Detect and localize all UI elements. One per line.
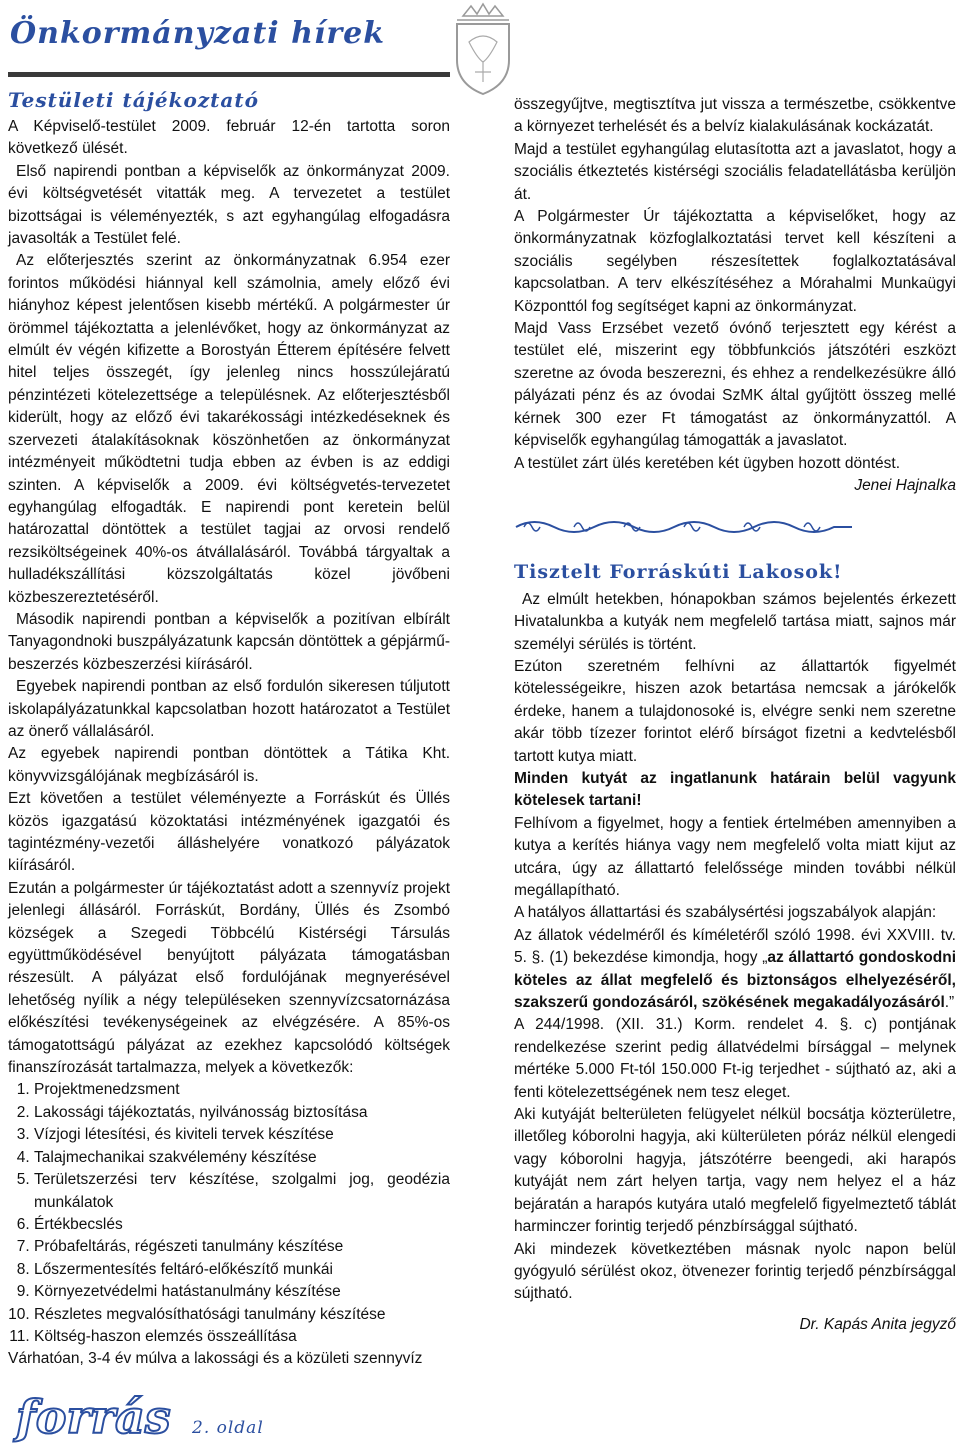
list-item: 11. Költség-haszon elemzés összeállítása (34, 1326, 450, 1348)
logo-text: forrás (16, 1390, 171, 1444)
paragraph: összegyűjtve, megtisztítva jut vissza a természetbe, csökkentve a környezet terhelését és a belvíz kialakulásának kockázatát. (514, 96, 956, 136)
paragraph: A Polgármester Úr tájékoztatta a képviselőket, hogy az önkormányzatnak közfoglalkoztatási tervet kell készíteni a szociális segélyben részesítettek foglalkoztatásával kapcsolatban. A terv elkészítéséhez a Mórahalmi Munkaügyi Központtól fog segítséget kapni az önkormányzat. (514, 208, 956, 315)
paragraph: A Képviselő-testület 2009. február 12-én tartotta soron következő ülését. (8, 118, 450, 158)
list-item: 7. Próbafeltárás, régészeti tanulmány készítése (34, 1236, 450, 1258)
page-header-title: Önkormányzati hírek (10, 16, 386, 51)
forras-logo-icon (12, 1385, 180, 1445)
paragraph: Első napirendi pontban a képviselők az önkormányzat 2009. évi költségvetését vitatták meg. A tervezetet a testület bizottságai is véleményezték, s azt egyhangúlag elfogadásra javasolták a Testület felé. (8, 162, 450, 248)
list-item: 8. Lőszermentesítés feltáró-előkészítő munkái (34, 1259, 450, 1281)
list-item: 10. Részletes megvalósíthatósági tanulmány készítése (34, 1304, 450, 1326)
right-column (514, 94, 956, 1336)
ornament-divider-icon (514, 515, 854, 537)
law-text: Az állatok védelméről és kíméletéről szóló 1998. évi XXVIII. tv. 5. §. (1) bekezdése kimondja, hogy „ (514, 926, 956, 967)
law-quote: az állattartó gondoskodni köteles az állat megfelelő és biztonságos elhelyezéséről, szakszerű gondozásáról, szökésének megakadályozásáról (514, 949, 957, 1012)
list-item: 6. Értékbecslés (34, 1214, 450, 1236)
paragraph: Az egyebek napirendi pontban döntöttek a Tátika Kht. könyvvizsgálójának megbízásáról is. (8, 745, 450, 785)
paragraph: Ezúton szeretném felhívni az állattartók figyelmét kötelességeikre, hiszen azok betartása nemcsak a járókelők érdeke, hanem a tulajdonosoké is, elvégre senki nem szeretne akár több tízezer forintot elérő bírságot fizetni a kedvtelésből tartott kutya miatt. (514, 657, 956, 765)
paragraph: A testület zárt ülés keretében két ügyben hozott döntést. (514, 454, 901, 472)
paragraph: Majd a testület egyhangúlag elutasította azt a javaslatot, hogy a szociális étkeztetés kistérségi szociális feladatellátásba kerüljön át. (514, 140, 956, 203)
law-end: .” (944, 994, 955, 1012)
paragraph: A 244/1998. (XII. 31.) Korm. rendelet 4. §. c) pontjának rendelkezése szerint pedig állatvédelmi bírsággal – melynek mértéke 5.000 Ft-tól 150.000 Ft-ig terjedhet - sújtható az, aki a fenti kötelezettségének nem tesz eleget. (514, 1016, 956, 1101)
coat-of-arms-icon (449, 2, 517, 96)
left-column (8, 86, 450, 1371)
paragraph: Ezután a polgármester úr tájékoztatást adott a szennyvíz projekt jelenlegi állásáról. Forráskút, Bordány, Üllés és Zsombó községek a Szegedi Többcélú Kistérségi Társulás együttműködésével benyújtott pályázata támogatásban részesült. A pályázat első fordulójának megnyerésével lehetőség nyílik a négy településeken szennyvízcsatornázása előkészítési tevékenységeinek az elvégzésére. A 85%-os támogatottságú pályázat az ezekhez kapcsolódó költségek finanszírozását tartalmazza, melyek a következők: (8, 879, 450, 1077)
list-item: 5. Területszerzési terv készítése, szolgalmi jog, geodézia munkálatok (34, 1169, 450, 1214)
section-title-testuleti: Testületi tájékoztató (8, 88, 259, 112)
paragraph: Ezt követően a testület véleményezte a Forráskút és Üllés közös igazgatású közoktatási intézményének igazgatói és tagintézmény-vezetői álláshelyére vonatkozó pályázatok kiírásáról. (8, 790, 450, 875)
section-title-lakosok: Tisztelt Forráskúti Lakosok! (514, 560, 843, 583)
signature-jenei: Jenei Hajnalka (854, 476, 956, 494)
header-rule (8, 72, 450, 77)
paragraph: Várhatóan, 3-4 év múlva a lakossági és a közületi szennyvíz (8, 1350, 423, 1368)
paragraph-bold: Minden kutyát az ingatlanunk határain belül vagyunk kötelesek tartani! (514, 769, 956, 810)
paragraph: Második napirendi pontban a képviselők a pozitívan elbírált Tanyagondnoki buszpályázatunk kapcsán döntöttek a gépjármű-beszerzés közbeszerzési kiírásáról. (8, 610, 450, 673)
list-item: 9. Környezetvédelmi hatástanulmány készítése (34, 1281, 450, 1303)
paragraph: Aki mindezek következtében másnak nyolc napon belül gyógyuló sérülést okoz, ötvenezer forintig terjedő pénzbírsággal sújtható. (514, 1240, 956, 1303)
list-item: 1. Projektmenedzsment (34, 1079, 450, 1101)
signature-kapas: Dr. Kapás Anita jegyző (799, 1315, 956, 1333)
paragraph: Felhívom a figyelmet, hogy a fentiek értelmében amennyiben a kutya a kerítés hiánya vagy nem megfelelő volta miatt kijut az utcára, úgy az állattartó felelőssége minden további nélkül megállapítható. (514, 814, 956, 899)
list-item: 3. Vízjogi létesítési, és kiviteli tervek készítése (34, 1124, 450, 1146)
page-number: 2. oldal (192, 1418, 264, 1438)
paragraph: Majd Vass Erzsébet vezető óvónő terjesztett egy kérést a testület elé, miszerint egy többfunkciós játszótéri eszközt szeretne az óvoda beszerezni, és ehhez a rendelkezésükre álló pályázati pénz és az óvodai SzMK által gyűjtött összeg mellé kérnek 300 ezer Ft támogatást az önkormányzattól. A képviselők egyhangúlag támogatták a javaslatot. (514, 320, 956, 450)
paragraph: A hatályos állattartási és szabálysértési jogszabályok alapján: (514, 904, 937, 922)
paragraph: Az előterjesztés szerint az önkormányzatnak 6.954 ezer forintos működési hiánnyal kell számolnia, amely előző évi hiányhoz képest jelentősen kisebb mértékű. A polgármester úr örömmel tájékoztatta a jelenlévőket, hogy az önkormányzat az elmúlt év végén kifizette a Borostyán Étterem építésére felvett hitel teljes összegét, így jelenleg nincs hosszúlejáratú pénzintézeti kötelezettsége a településnek. Az előterjesztésből kiderült, hogy az előző évi takarékossági intézkedéseknek és szervezeti átalakításoknak köszönhetően az önkormányzat intézményeit működtetni tudja ebben az évben is az eddigi szinten. A képviselők a 2009. évi költségvetés-tervezetet egyhangúlag elfogadták. E napirendi pont keretein belül határozattal döntöttek a testület tagjai az orvosi rendelő rezsiköltségeinek 40%-os átvállalásáról. Továbbá tárgyaltak a hulladékszállítási közszolgáltatás közel jövőbeni közbeszereztetéséről. (8, 252, 450, 606)
list-item: 2. Lakossági tájékoztatás, nyilvánosság biztosítása (34, 1102, 450, 1124)
paragraph-law (514, 925, 956, 1015)
paragraph: Egyebek napirendi pontban az első fordulón sikeresen túljutott iskolapályázatunkkal kapcsolatban hozott határozatot a Testület az önerő vállalásáról. (8, 678, 450, 740)
list-item: 4. Talajmechanikai szakvélemény készítése (34, 1147, 450, 1169)
paragraph: Az elmúlt hetekben, hónapokban számos bejelentés érkezett Hivatalunkba a kutyák nem megfelelő tartása miatt, sajnos már személyi sérülés is történt. (514, 590, 956, 653)
paragraph: Aki kutyáját belterületen felügyelet nélkül bocsátja közterületre, illetőleg kóborolni hagyja, aki külterületen póráz nélkül elengedi vagy kóborolni hagyja, játszótérre beengedi, aki harapós kutyáját nem zárt helyen tartja, vagy nem helyez el a ház bejáratán a harapós kutyára utaló megfelelő figyelmeztető táblát harminczer forintig terjedő pénzbírsággal sújtható. (514, 1106, 956, 1236)
project-list (8, 1079, 450, 1348)
